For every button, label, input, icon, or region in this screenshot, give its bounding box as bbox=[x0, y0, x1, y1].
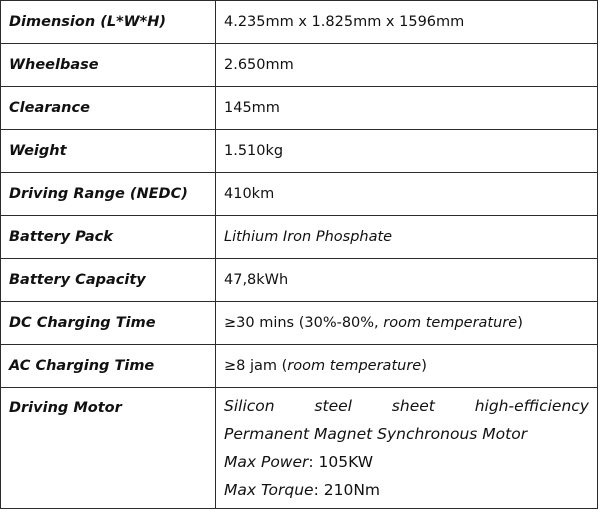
table-row bbox=[1, 44, 598, 87]
table-row bbox=[1, 302, 598, 345]
row-value: 410km bbox=[216, 173, 598, 216]
table-row bbox=[1, 216, 598, 259]
value-prefix: ≥8 jam ( bbox=[224, 358, 288, 374]
max-torque-value: : 210Nm bbox=[313, 481, 381, 499]
max-torque bbox=[224, 476, 589, 504]
value-italic: room temperature bbox=[287, 358, 422, 374]
max-torque-label: Max Torque bbox=[224, 481, 314, 499]
value-suffix: ) bbox=[421, 358, 427, 374]
row-label: Weight bbox=[1, 130, 216, 173]
motor-word: sheet bbox=[391, 397, 435, 415]
motor-word: Silicon bbox=[224, 397, 275, 415]
row-value: Lithium Iron Phosphate bbox=[216, 216, 598, 259]
row-value bbox=[216, 302, 598, 345]
value-prefix: ≥30 mins (30%-80%, bbox=[224, 315, 384, 331]
row-label: DC Charging Time bbox=[1, 302, 216, 345]
row-value: 1.510kg bbox=[216, 130, 598, 173]
row-label: Driving Range (NEDC) bbox=[1, 173, 216, 216]
row-label: Battery Capacity bbox=[1, 259, 216, 302]
max-power bbox=[224, 448, 589, 476]
motor-word: high-efficiency bbox=[474, 397, 589, 415]
max-power-label: Max Power bbox=[224, 453, 309, 471]
row-value bbox=[216, 388, 598, 509]
row-value: 2.650mm bbox=[216, 44, 598, 87]
value-italic: room temperature bbox=[383, 315, 518, 331]
row-label: Wheelbase bbox=[1, 44, 216, 87]
row-label: Battery Pack bbox=[1, 216, 216, 259]
row-label: Clearance bbox=[1, 87, 216, 130]
table-row bbox=[1, 388, 598, 509]
motor-word: steel bbox=[314, 397, 352, 415]
table-row bbox=[1, 87, 598, 130]
table-row bbox=[1, 1, 598, 44]
motor-desc-line-2: Permanent Magnet Synchronous Motor bbox=[224, 425, 528, 443]
value-suffix: ) bbox=[517, 315, 523, 331]
row-value bbox=[216, 345, 598, 388]
table-row bbox=[1, 173, 598, 216]
max-power-value: : 105KW bbox=[308, 453, 374, 471]
table-row bbox=[1, 259, 598, 302]
row-label: AC Charging Time bbox=[1, 345, 216, 388]
row-label: Driving Motor bbox=[1, 388, 216, 509]
row-label: Dimension (L*W*H) bbox=[1, 1, 216, 44]
table-row bbox=[1, 345, 598, 388]
table-row bbox=[1, 130, 598, 173]
row-value: 47,8kWh bbox=[216, 259, 598, 302]
motor-desc-line-1 bbox=[224, 392, 589, 420]
row-value: 145mm bbox=[216, 87, 598, 130]
row-value: 4.235mm x 1.825mm x 1596mm bbox=[216, 1, 598, 44]
